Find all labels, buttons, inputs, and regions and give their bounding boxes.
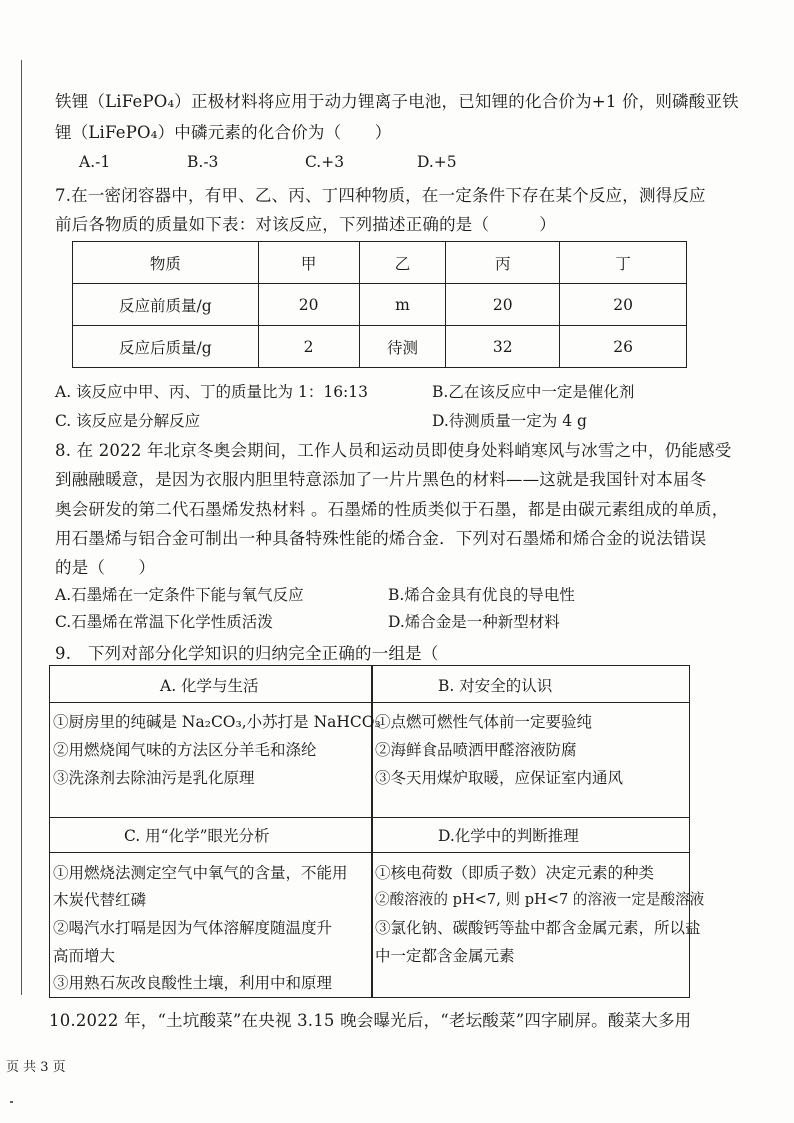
table-header-row <box>73 242 687 284</box>
cell-d-line: ③氯化钠、碳酸钙等盐中都含金属元素，所以盐 <box>375 919 701 937</box>
q7-line-1: 7.在一密闭容器中，有甲、乙、丙、丁四种物质，在一定条件下存在某个反应，测得反应 <box>55 186 706 205</box>
cell-a-line: ①厨房里的纯碱是 Na₂CO₃,小苏打是 NaHCO₃ <box>53 713 381 731</box>
table-cell: 2 <box>258 326 359 368</box>
page-edge-line <box>21 60 22 995</box>
table-header-cell: 丁 <box>560 242 687 284</box>
cell-d-title: D.化学中的判断推理 <box>438 827 579 845</box>
q9-stem: 9. 下列对部分化学知识的归纳完全正确的一组是（ <box>55 644 489 663</box>
q6-option-c: C.+3 <box>305 153 345 171</box>
table-cell: 20 <box>560 284 687 326</box>
q10-line-1: 10.2022 年，“土坑酸菜”在央视 3.15 晚会曝光后，“老坛酸菜”四字刷屏。酸菜大多用 <box>49 1011 692 1030</box>
table-header-cell: 物质 <box>73 242 259 284</box>
table-cell: 20 <box>446 284 560 326</box>
grid-divider <box>50 852 689 853</box>
cell-a-title: A. 化学与生活 <box>160 677 259 695</box>
cell-d-line: ②酸溶液的 pH<7, 则 pH<7 的溶液一定是酸溶液 <box>375 891 705 908</box>
q7-option-c: C. 该反应是分解反应 <box>55 412 201 430</box>
q8-option-b: B.烯合金具有优良的导电性 <box>388 586 575 604</box>
table-header-cell: 丙 <box>446 242 560 284</box>
q8-option-c: C.石墨烯在常温下化学性质活泼 <box>55 613 273 631</box>
q7-option-d: D.待测质量一定为 4 g <box>432 412 587 430</box>
table-header-cell: 乙 <box>359 242 446 284</box>
cell-c-line: ②喝汽水打嗝是因为气体溶解度随温度升 <box>53 919 333 937</box>
q6-line-2: 锂（LiFePO₄）中磷元素的化合价为（ ） <box>55 123 392 142</box>
table-cell: 反应后质量/g <box>73 326 259 368</box>
q8-line-3: 奥会研发的第二代石墨烯发热材料 。石墨烯的性质类似于石墨，都是由碳元素组成的单质， <box>55 500 729 519</box>
q8-line-2: 到融融暖意，是因为衣服内胆里特意添加了一片片黑色的材料——这就是我国针对本届冬 <box>55 470 707 489</box>
table-cell: 反应前质量/g <box>73 284 259 326</box>
grid-divider <box>50 817 689 818</box>
cell-a-line: ③洗涤剂去除油污是乳化原理 <box>53 769 255 787</box>
table-row <box>73 284 687 326</box>
cell-d-line: 中一定都含金属元素 <box>375 947 515 965</box>
q9-answer-grid <box>49 665 705 998</box>
table-cell: m <box>359 284 446 326</box>
cell-c-line: ③用熟石灰改良酸性土壤，利用中和原理 <box>53 974 333 992</box>
q6-option-b: B.-3 <box>187 153 219 171</box>
cell-c-line: ①用燃烧法测定空气中氧气的含量，不能用 <box>53 864 348 882</box>
cell-c-line: 高而增大 <box>53 947 116 965</box>
q6-option-d: D.+5 <box>417 153 457 171</box>
q8-line-4: 用石墨烯与铝合金可制出一种具备特殊性能的烯合金．下列对石墨烯和烯合金的说法错误 <box>55 529 707 548</box>
grid-divider <box>50 702 689 703</box>
q8-line-1: 8. 在 2022 年北京冬奥会期间，工作人员和运动员即使身处料峭寒风与冰雪之中，仍能感受 <box>55 441 732 460</box>
cell-c-title: C. 用“化学”眼光分析 <box>124 827 270 845</box>
cell-d-line: ①核电荷数（即质子数）决定元素的种类 <box>375 864 655 882</box>
page-footer: 页 共 3 页 <box>6 1060 66 1075</box>
cell-b-line: ③冬天用煤炉取暖，应保证室内通风 <box>375 769 624 787</box>
table-cell: 20 <box>258 284 359 326</box>
q6-line-1: 铁锂（LiFePO₄）正极材料将应用于动力锂离子电池，已知锂的化合价为+1 价，则磷酸亚铁 <box>55 92 739 111</box>
table-cell: 26 <box>560 326 687 368</box>
cell-a-line: ②用燃烧闻气味的方法区分羊毛和涤纶 <box>53 741 317 759</box>
q8-line-5: 的是（ ） <box>55 558 156 577</box>
q7-mass-table <box>72 241 687 368</box>
cell-b-title: B. 对安全的认识 <box>438 677 553 695</box>
q7-option-b: B.乙在该反应中一定是催化剂 <box>432 383 635 401</box>
table-header-cell: 甲 <box>258 242 359 284</box>
cell-b-line: ①点燃可燃性气体前一定要验纯 <box>375 713 593 731</box>
cell-c-line: 木炭代替红磷 <box>53 891 147 909</box>
table-cell: 32 <box>446 326 560 368</box>
cell-b-line: ②海鲜食品喷洒甲醛溶液防腐 <box>375 741 577 759</box>
table-cell: 待测 <box>359 326 446 368</box>
table-row <box>73 326 687 368</box>
q7-line-2: 前后各物质的质量如下表：对该反应，下列描述正确的是（ ） <box>55 215 556 234</box>
q8-option-d: D.烯合金是一种新型材料 <box>388 613 560 631</box>
q7-option-a: A. 该反应中甲、丙、丁的质量比为 1：16:13 <box>55 383 369 401</box>
scan-speck <box>10 1101 13 1103</box>
q8-option-a: A.石墨烯在一定条件下能与氧气反应 <box>55 586 304 604</box>
q6-option-a: A.-1 <box>79 153 111 171</box>
